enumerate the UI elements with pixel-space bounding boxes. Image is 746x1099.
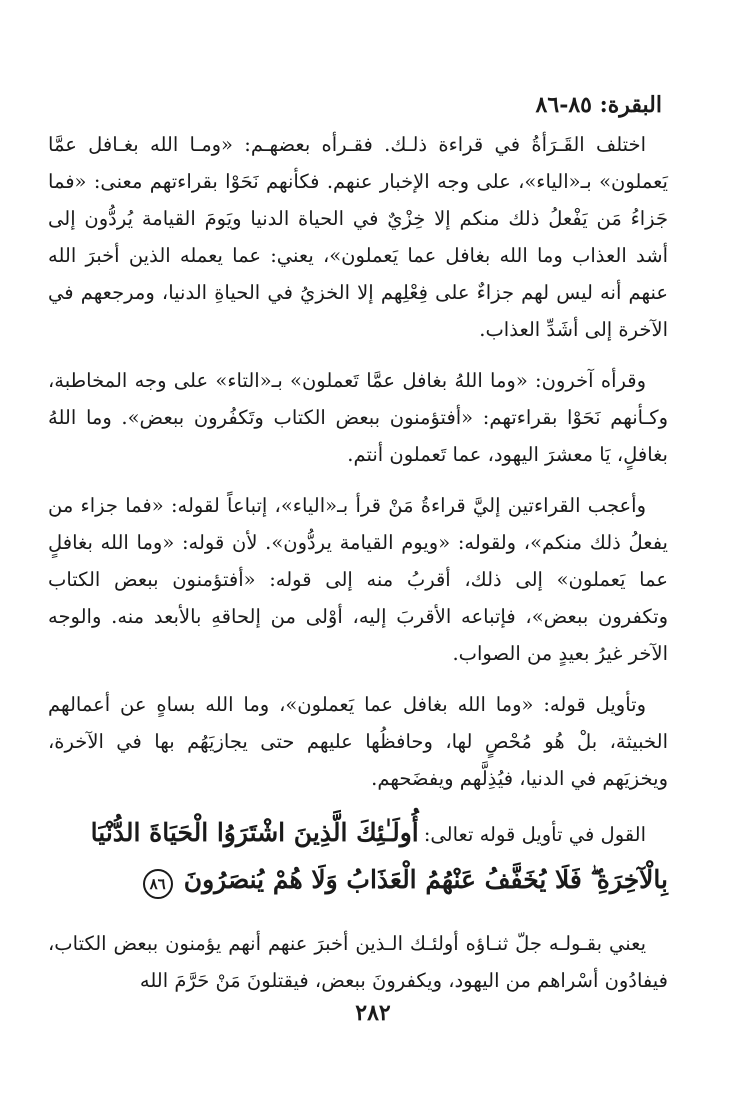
page-number: ٢٨٢ — [355, 1000, 391, 1026]
paragraph-2: وقرأه آخرون: «وما اللهُ بغافل عمَّا تَعملون» بـ«التاء» على وجه المخاطبة، وكـأنهم نَحَوْا بقراءتهم: «أفتؤمنون ببعض الكتاب وتَكفُرون ببعض». وما اللهُ بغافلٍ، يَا معشرَ اليهود، عما تَعملون أنتم. — [48, 369, 668, 466]
quran-section — [48, 811, 668, 905]
page-header: البقرة: ٨٥-٨٦ — [535, 92, 662, 118]
quran-intro: القول في تأويل قوله تعالى: — [423, 823, 646, 846]
closing-paragraph: يعني بقـولـه جلّ ثنـاؤه أولئـك الـذين أخبرَ عنهم أنهم يؤمنون ببعض الكتاب، فيفادُون أسْراهم من اليهود، ويكفرونَ ببعض، فيقتلونَ مَنْ حَرَّمَ الله — [48, 932, 668, 992]
paragraph-3: وأعجب القراءتين إليَّ قراءةُ مَنْ قرأ بـ«الياء»، إتباعاً لقوله: «فما جزاء من يفعلُ ذلك منكم»، ولقوله: «ويوم القيامة يردُّون». لأن قوله: «وما الله بغافلٍ عما يَعملون» إلى ذلك، أقربُ منه إلى قوله: «أفتؤمنون ببعض الكتاب وتكفرون ببعض»، فإتباعه الأقربَ إليه، أوْلى من إلحاقهِ بالأبعد منه. والوجه الآخر غيرُ بعيدٍ من الصواب. — [48, 494, 668, 665]
verse-number-badge: ٨٦ — [143, 869, 173, 899]
paragraph-4: وتأويل قوله: «وما الله بغافل عما يَعملون»، وما الله بساهٍ عن أعمالهم الخبيثة، بلْ هُو مُحْصٍ لها، وحافظُها عليهم حتى يجازيَهُم بها في الآخرة، ويخزيَهم في الدنيا، فيُذِلَّهم ويفضَحهم. — [48, 693, 668, 790]
page-content — [48, 88, 668, 1039]
paragraph-1: اختلف القَـرَأةُ في قراءة ذلـك. فقـرأه بعضهـم: «ومـا الله بغـافل عمَّا يَعملون» بـ«الياء»، على وجه الإخبار عنهم. فكأنهم نَحَوْا بقراءتهم معنى: «فما جَزاءُ مَن يَفْعلُ ذلك منكم إلا خِزْيٌ في الحياة الدنيا ويَومَ القيامة يُردُّون إلى أشد العذاب وما الله بغافل عما يَعملون»، يعني: عما يعمله الذين أخبرَ الله عنهم أنه ليس لهم جزاءٌ على فِعْلِهم إلا الخزيُ في الحياةِ الدنيا، ومرجعهم في الآخرة إلى أشَدِّ العذاب. — [48, 133, 668, 341]
quran-verse: أُولَـٰئِكَ الَّذِينَ اشْتَرَوُا الْحَيَاةَ الدُّنْيَا بِالْآخِرَةِ ۖ فَلَا يُخَفَّفُ عَنْهُمُ الْعَذَابُ وَلَا هُمْ يُنصَرُونَ — [90, 818, 668, 894]
